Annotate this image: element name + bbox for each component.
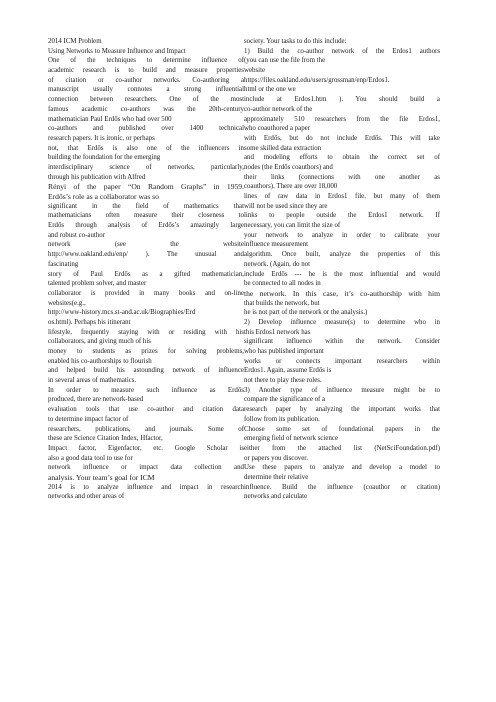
text-line: money to students as prizes for solving problems,: [48, 348, 244, 355]
text-line: follow from its publication.: [244, 415, 320, 423]
text-line: In order to measure such influence as Erdős: [48, 386, 244, 394]
text-line: Erdos1. Again, assume Erdős is: [244, 367, 332, 375]
text-line: researchers, publications, and journals. Some of: [48, 425, 244, 433]
text-line: coauthors). There are over 18,000: [244, 183, 338, 191]
text-line: Erdős through analysis of Erdős’s amazingly large: [48, 222, 244, 230]
text-line: produced, there are network-based: [48, 396, 144, 404]
text-line: fascinating: [48, 260, 79, 268]
text-line: either from the attached list (NetSciFoundation.pdf): [244, 444, 440, 452]
text-line: analysis. Your team’s goal for ICM: [48, 472, 155, 482]
text-line: mathematician Paul Erdős who had over 500: [48, 115, 172, 123]
text-line: influence. Build the influence (coauthor or citation): [244, 483, 440, 491]
text-line: not, that Erdős is also one of the influencers in: [48, 144, 244, 152]
text-line: Erdős’s role as a collaborator was so: [48, 192, 159, 201]
text-line: academic research is to build and measure properties: [48, 67, 244, 75]
right-column: [244, 37, 440, 502]
text-line: co-author network of the: [244, 105, 313, 113]
text-line: emerging field of network science: [244, 435, 339, 443]
text-line: manuscript usually connotes a strong influential: [48, 86, 244, 94]
text-line: Using Networks to Measure Influence and Impact: [48, 47, 186, 55]
text-line: network. (Again, do not: [244, 260, 311, 268]
text-line: 3) Another type of influence measure might be to: [244, 386, 440, 394]
text-line: of citation or co-author networks. Co-authoring a: [48, 76, 244, 84]
text-line: (you can use the file from the: [244, 57, 326, 65]
text-line: http://www-history.mcs.st-and.ac.uk/Biographies/Erd: [48, 309, 196, 317]
text-line: significant influence within the network. Consider: [244, 338, 440, 346]
text-line: include at Erdos1.htm ). You should build a: [244, 96, 440, 104]
text-line: approximately 510 researchers from the file Erdos1,: [244, 115, 440, 123]
text-line: network influence or impact data collection and: [48, 464, 244, 472]
text-line: nodes (the Erdős coauthors) and: [244, 163, 333, 171]
text-line: evaluation tools that use co-author and citation data: [48, 406, 244, 414]
text-line: society. Your tasks to do this include:: [244, 38, 347, 45]
text-line: 2014 is to analyze influence and impact in research: [48, 483, 244, 491]
text-line: os.html). Perhaps his itinerant: [48, 318, 131, 326]
text-line: algorithm. Once built, analyze the properties of this: [244, 251, 440, 259]
text-line: Choose some set of foundational papers in the: [244, 425, 440, 433]
text-line: mathematicians often measure their closeness to: [48, 212, 244, 220]
text-line: research papers. It is ironic, or perhaps: [48, 134, 155, 142]
text-line: with Erdős, but do not include Erdős. This will take: [244, 134, 440, 142]
text-line: Impact factor, Eigenfactor, etc. Google Scholar is: [48, 444, 244, 452]
text-line: lines of raw data in Erdos1 file, but many of them: [244, 193, 440, 200]
text-line: be connected to all nodes in: [244, 280, 321, 288]
text-line: network (see the website: [48, 241, 244, 249]
text-line: this Erdos1 network has: [244, 328, 311, 336]
text-line: through his publication with Alfred: [48, 173, 146, 181]
text-line: your network to analyze in order to calibrate your: [244, 231, 440, 239]
text-line: building the foundation for the emerging: [48, 154, 161, 162]
text-line: in several areas of mathematics.: [48, 377, 137, 385]
text-line: to determine impact factor of: [48, 415, 129, 423]
text-line: links to people outside the Erdos1 network. If: [244, 212, 440, 220]
text-line: and helped build his astounding network of influence: [48, 367, 244, 375]
text-line: these are Science Citation Index, Hfactor,: [48, 435, 163, 443]
text-line: networks and calculate: [244, 493, 308, 501]
text-line: compare the significance of a: [244, 396, 326, 404]
text-line: 1) Build the co-author network of the Erdos1 authors: [244, 47, 440, 55]
text-line: influence measurement: [244, 241, 309, 249]
text-line: collaborators, and giving much of his: [48, 338, 151, 346]
text-line: co-authors and published over 1400 technical: [48, 125, 244, 133]
text-line: works or connects important researchers within: [244, 357, 440, 365]
text-line: interdisciplinary science of networks, particularly,: [48, 163, 244, 171]
text-line: Use these papers to analyze and develop a model to: [244, 464, 440, 472]
text-line: that builds the network, but: [244, 299, 320, 307]
text-line: or papers you discover.: [244, 454, 308, 462]
text-line: 2) Develop influence measure(s) to determine who in: [244, 318, 440, 326]
text-line: necessary, you can limit the size of: [244, 222, 341, 230]
text-line: also a good data tool to use for: [48, 454, 133, 462]
text-line: who coauthored a paper: [244, 125, 311, 133]
text-line: http://www.oakland.edu/enp/ ). The unusual and: [48, 251, 244, 259]
left-column: [48, 37, 244, 502]
text-line: collaborator is provided in many books and on-line: [48, 289, 244, 297]
text-line: determine their relative: [244, 473, 309, 481]
text-line: will not be used since they are: [244, 202, 328, 210]
text-line: not there to play these roles.: [244, 377, 322, 385]
text-line: and modeling efforts to obtain the correct set of: [244, 154, 440, 162]
text-line: story of Paul Erdős as a gifted mathematician,: [48, 270, 244, 278]
text-line: and robust co-author: [48, 231, 106, 239]
text-line: talented problem solver, and master: [48, 280, 147, 288]
text-line: some skilled data extraction: [244, 144, 322, 152]
text-line: One of the techniques to determine influence of: [48, 57, 244, 65]
text-line: lifestyle, frequently staying with or residing with his: [48, 328, 244, 336]
text-line: networks and other areas of: [48, 493, 125, 501]
text-line: html or the one we: [244, 86, 296, 94]
text-line: websites(e.g.,: [48, 299, 86, 307]
text-line: significant in the field of mathematics that: [48, 202, 244, 210]
text-line: he is not part of the network or the analysis.): [244, 309, 368, 317]
text-line: the network. In this case, it’s co-authorship with him: [244, 288, 440, 298]
text-line: include Erdős --- he is the most influential and would: [244, 270, 440, 278]
text-line: famous academic co-authors was the 20th-century: [48, 105, 244, 113]
text-line: connection between researchers. One of the most: [48, 96, 244, 104]
text-line: 2014 ICM Problem: [48, 38, 102, 45]
text-line: who has published important: [244, 348, 324, 355]
text-line: their links (connections with one another as: [244, 173, 440, 181]
text-line: Rényi of the paper “On Random Graphs” in 1959.: [48, 182, 244, 192]
text-line: website: [244, 67, 266, 75]
text-line: enabled his co-authorships to flourish: [48, 357, 152, 365]
text-line: research paper by analyzing the important works that: [244, 406, 440, 414]
text-line: https://files.oakland.edu/users/grossman/enp/Erdos1.: [244, 76, 390, 84]
